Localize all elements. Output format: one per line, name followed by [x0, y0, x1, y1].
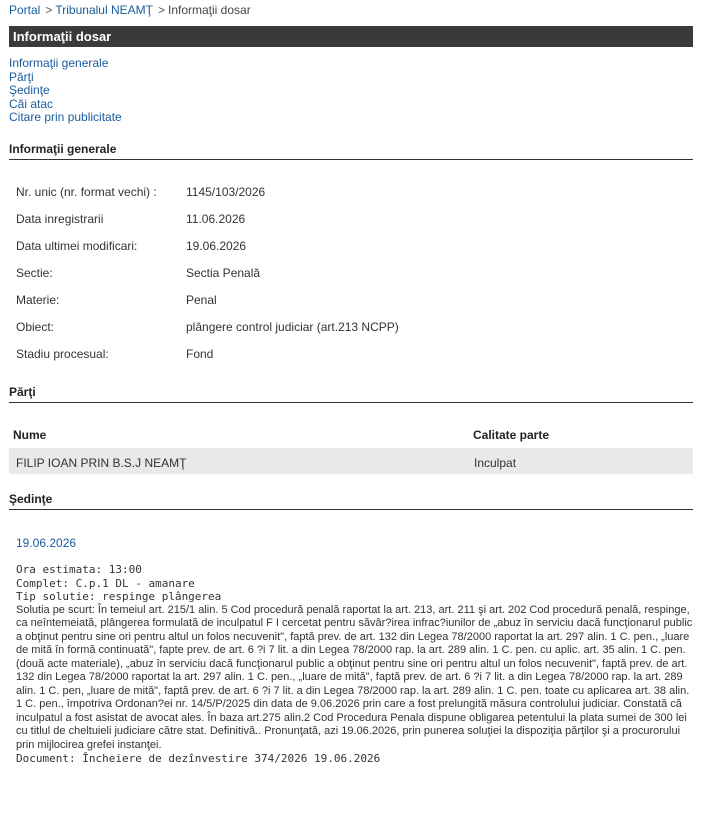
breadcrumb [9, 3, 251, 17]
info-value: 19.06.2026 [186, 239, 247, 253]
toc-link-citation[interactable]: Citare prin publicitate [9, 110, 122, 124]
breadcrumb-separator: > [157, 3, 165, 17]
section-title-sessions: Şedinţe [9, 492, 53, 506]
section-header-sessions [9, 492, 693, 510]
info-label: Materie: [16, 293, 60, 307]
info-label: Data inregistrarii [16, 212, 104, 226]
info-label: Nr. unic (nr. format vechi) : [16, 185, 157, 199]
toc-link-general[interactable]: Informaţii generale [9, 56, 109, 70]
session-document: Document: Încheiere de dezînvestire 374/2026 19.06.2026 [16, 752, 381, 765]
session-solution-summary: Solutia pe scurt: În temeiul art. 215/1 alin. 5 Cod procedură penală raportat la art. 213, art. 211 şi art. 202 Cod procedură penală, respinge, ca neîntemeiată, plângerea formulată de inculpatul F I cercetat pentru săvâr?irea infrac?iunilor de „abuz în serviciu dacă funcţionarul public a obţinut pentru sine ori pentru altul un folos necuvenit", faptă prev. de art. 132 din Legea 78/2000 raportat la art. 297 alin. 1 C. pen., „luare de mită în formă continuată", fapte prev. de art. 6 ?i 7 lit. a din Legea 78/2000 rap. la art. 289 alin. 1 C. pen. cu aplic. art. 35 alin. 1 C. pen. (două acte materiale), „abuz în serviciu dacă funcţionarul public a obţinut pentru sine ori pentru altul un folos necuvenit", faptă prev. de art. 132 din Legea 78/2000 raportat la art. 297 alin. 1 C. pen., „luare de mită", faptă prev. de art. 6 ?i 7 lit. a din Legea 78/2000 rap. la art. 289 alin. 1 C. pen, „luare de mită", faptă prev. de art. 6 ?i 7 lit. a din Legea 78/2000 rap. la art. 289 alin. 1 C. pen. toate cu aplicarea art. 38 alin. 1 C. pen., împotriva Ordonan?ei nr. 14/5/P/2025 din data de 9.06.2026 prin care a fost prelungită măsura controlului judiciar. Constată că inculpatul a fost asistat de avocat ales. În baza art.275 alin.2 Cod Procedura Penala dispune obligarea petentului la plata sumei de 300 lei cu titlul de cheltuieli judiciare către stat. Definitivă.. Pronunţată, azi 19.06.2026, prin punerea soluţiei la dispoziţia părţilor şi a procurorului prin mijlocirea grefei instanţei. [16, 603, 693, 751]
toc-link-parties[interactable]: Părţi [9, 69, 34, 84]
breadcrumb-separator: > [45, 3, 53, 17]
parties-column-role: Calitate parte [473, 428, 550, 442]
breadcrumb-portal-link[interactable]: Portal [9, 3, 41, 17]
table-row [9, 448, 693, 474]
session-panel: Complet: C.p.1 DL - amanare [16, 576, 195, 590]
session-solution-type: Tip solutie: respinge plângerea [16, 590, 222, 603]
section-navigation [9, 57, 122, 125]
page-title: Informaţii dosar [13, 29, 112, 44]
info-value: plângere control judiciar (art.213 NCPP) [186, 320, 399, 334]
toc-link-sessions[interactable]: Şedinţe [9, 83, 50, 97]
party-name: FILIP IOAN PRIN B.S.J NEAMŢ [16, 456, 187, 470]
breadcrumb-current: Informaţii dosar [167, 3, 251, 17]
session-estimated-time: Ora estimata: 13:00 [16, 563, 142, 576]
info-label: Data ultimei modificari: [16, 239, 138, 253]
info-value: 11.06.2026 [186, 212, 246, 226]
info-value: 1145/103/2026 [186, 185, 266, 199]
session-details [16, 563, 696, 766]
info-value: Sectia Penală [186, 266, 261, 280]
breadcrumb-court-link[interactable]: Tribunalul NEAMŢ [55, 3, 153, 17]
info-value: Penal [186, 293, 217, 307]
section-title-general: Informaţii generale [9, 142, 117, 156]
parties-column-name: Nume [13, 428, 47, 442]
info-label: Stadiu procesual: [16, 347, 109, 361]
info-label: Obiect: [16, 320, 55, 334]
toc-link-appeals[interactable]: Căi atac [9, 96, 54, 111]
info-value: Fond [186, 347, 214, 361]
section-header-general [9, 142, 693, 160]
page-title-bar [9, 26, 693, 47]
section-title-parties: Părţi [9, 385, 36, 399]
section-header-parties [9, 385, 693, 403]
session-date: 19.06.2026 [16, 536, 77, 550]
info-label: Sectie: [16, 266, 53, 280]
party-role: Inculpat [474, 456, 517, 470]
